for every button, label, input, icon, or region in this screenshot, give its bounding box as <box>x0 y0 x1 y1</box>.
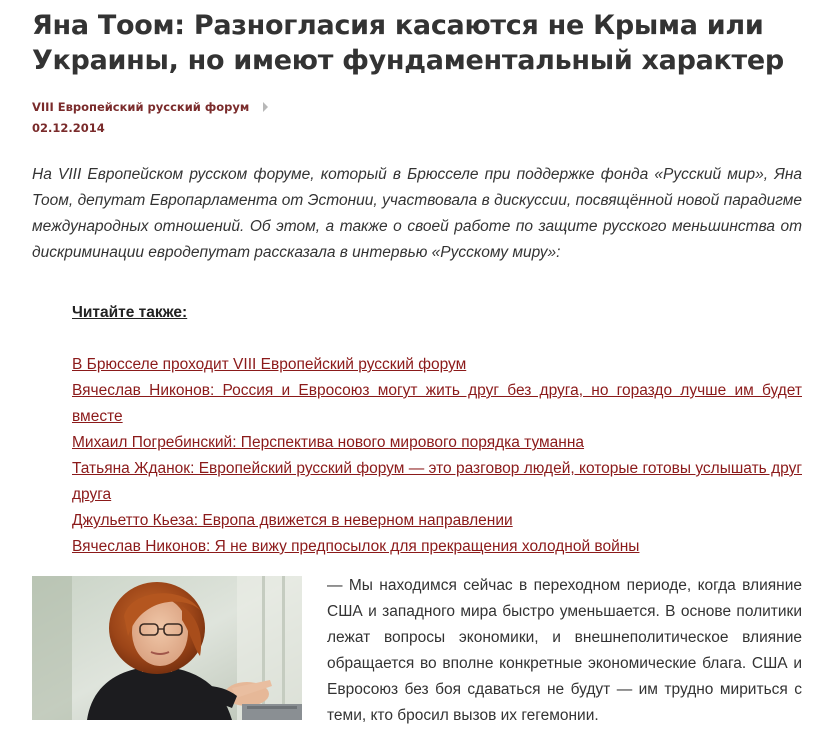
related-links-list <box>72 352 802 560</box>
list-item <box>72 508 802 534</box>
article-lead: На VIII Европейском русском форуме, который в Брюсселе при поддержке фонда «Русский мир», Яна Тоом, депутат Европарламента от Эстонии, участвовала в дискуссии, посвящённой новой парадигме международных отношений. Об этом, а также о своей работе по защите русского меньшинства от дискриминации евродепутат рассказала в интервью «Русскому миру»: <box>32 166 802 261</box>
list-item <box>72 534 802 560</box>
page-title: Яна Тоом: Разногласия касаются не Крыма или Украины, но имеют фундаментальный характер <box>32 10 784 76</box>
list-item <box>72 456 802 508</box>
related-link[interactable]: Джульетто Кьеза: Европа движется в неверном направлении <box>72 512 513 529</box>
related-link[interactable]: В Брюсселе проходит VIII Европейский русский форум <box>72 356 467 373</box>
list-item <box>72 378 802 430</box>
article-header <box>32 0 802 576</box>
list-item <box>72 352 802 378</box>
related-link[interactable]: Татьяна Жданок: Европейский русский форум — это разговор людей, которые готовы услышать друг друга <box>72 460 802 503</box>
article-paragraph: — Мы находимся сейчас в переходном периоде, когда влияние США и западного мира быстро уменьшается. В основе политики лежат вопросы экономики, и внешнеполитическое влияние обращается во вполне конкретные экономические блага. США и Евросоюз без боя сдаваться не будут — им трудно мириться с теми, кто бросил вызов их гегемонии. <box>327 577 802 724</box>
publish-date: 02.12.2014 <box>32 121 105 135</box>
read-also-title: Читайте также: <box>72 304 188 321</box>
related-link[interactable]: Вячеслав Никонов: Россия и Евросоюз могут жить друг без друга, но гораздо лучше им будет вместе <box>72 382 802 425</box>
article-meta <box>32 98 802 135</box>
related-link[interactable]: Вячеслав Никонов: Я не вижу предпосылок для прекращения холодной войны <box>72 538 640 555</box>
chevron-right-icon <box>263 102 268 112</box>
related-link[interactable]: Михаил Погребинский: Перспектива нового мирового порядка туманна <box>72 434 585 451</box>
article-photo <box>32 576 302 720</box>
read-also-block <box>72 300 802 560</box>
category-link[interactable]: VIII Европейский русский форум <box>32 100 250 114</box>
list-item <box>72 430 802 456</box>
